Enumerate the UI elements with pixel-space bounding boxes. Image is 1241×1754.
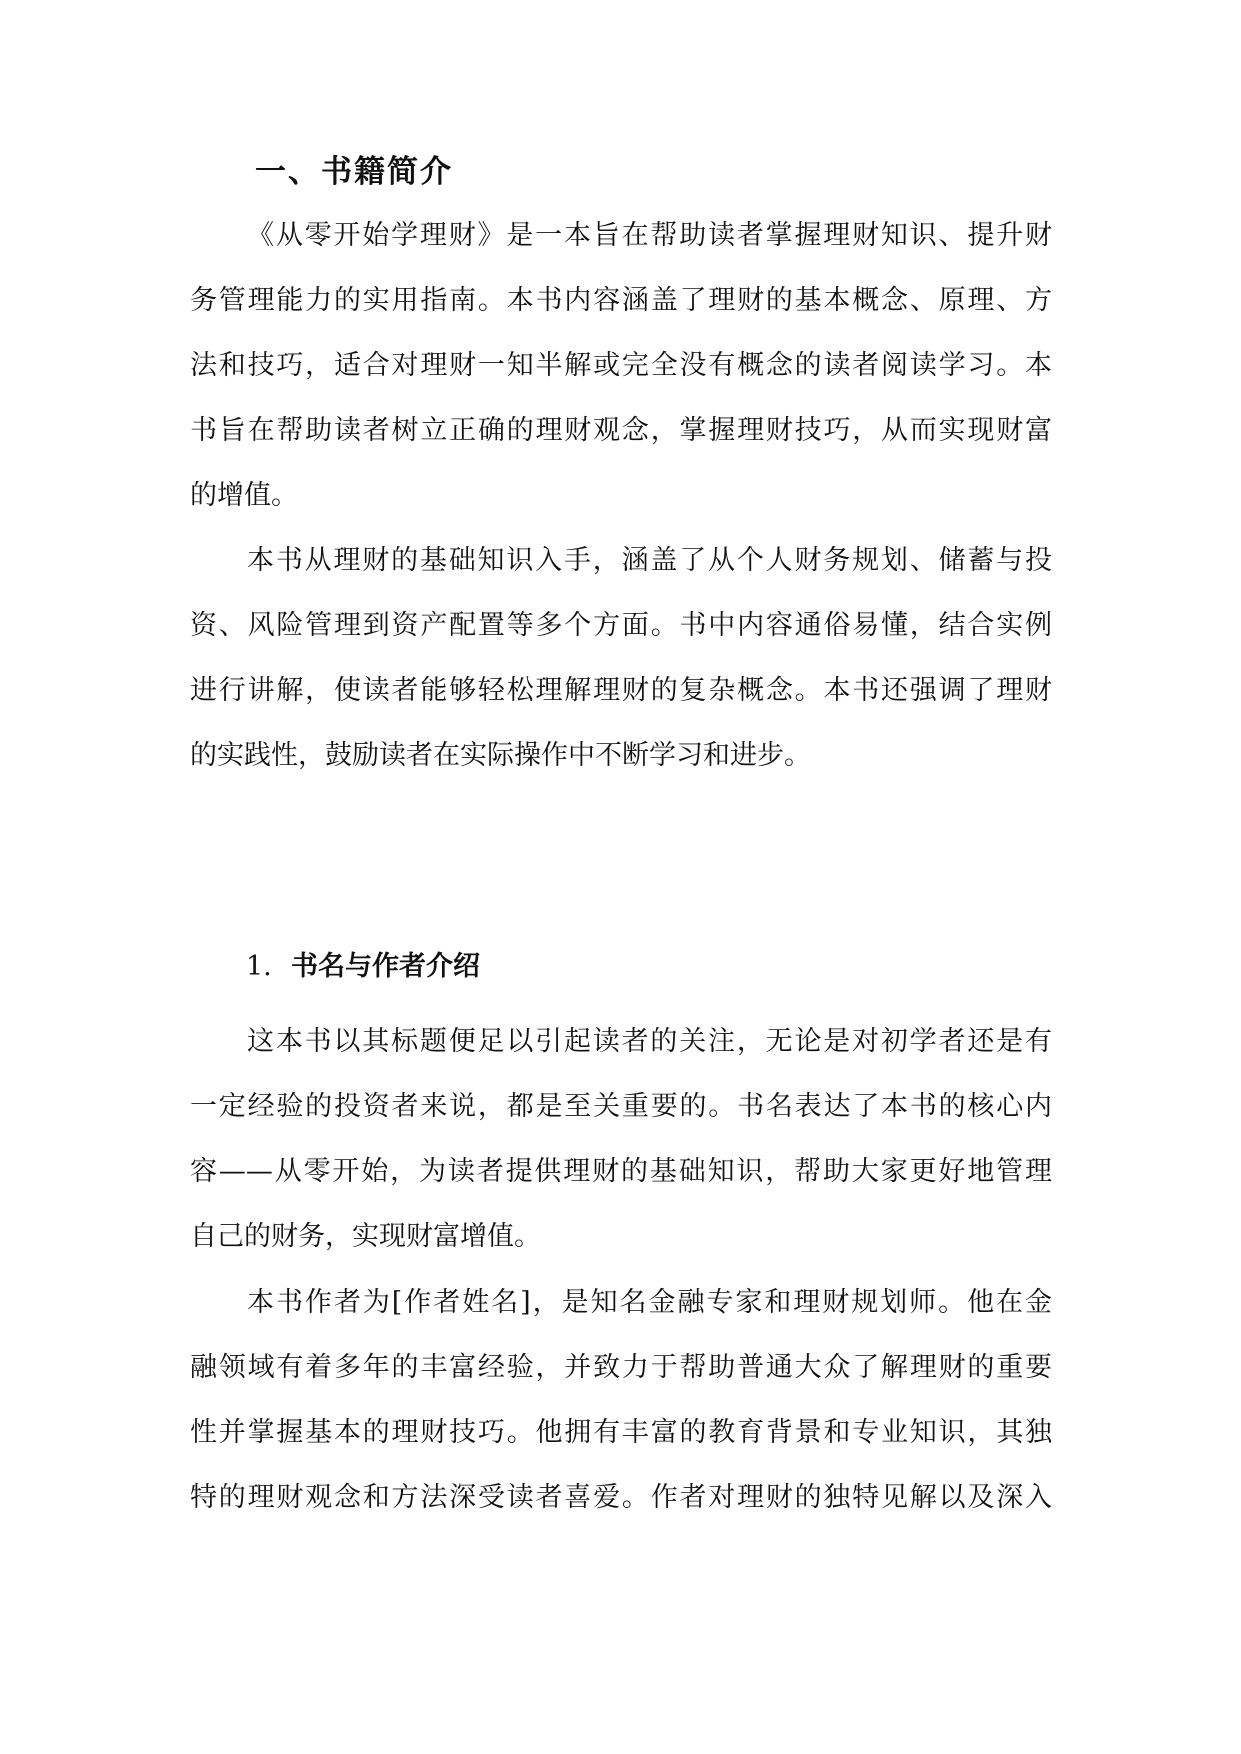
subsection-title: 书名与作者介绍 [291, 951, 480, 982]
paragraph-4-line-2: 融领域有着多年的丰富经验，并致力于帮助普通大众了解理财的重要 [190, 1352, 1052, 1383]
paragraph-1-line-1: 《从零开始学理财》是一本旨在帮助读者掌握理财知识、提升财 [247, 220, 1052, 251]
subsection-heading [246, 946, 480, 988]
paragraph-2-line-3: 进行讲解，使读者能够轻松理解理财的复杂概念。本书还强调了理财 [190, 675, 1052, 706]
paragraph-4-line-4: 特的理财观念和方法深受读者喜爱。作者对理财的独特见解以及深入 [190, 1482, 1052, 1513]
section-heading: 一、书籍简介 [255, 154, 453, 190]
paragraph-1-line-5: 的增值。 [190, 480, 298, 511]
subsection-number: 1. [246, 951, 272, 982]
paragraph-3-line-2: 一定经验的投资者来说，都是至关重要的。书名表达了本书的核心内 [190, 1091, 1052, 1122]
paragraph-2-line-4: 的实践性，鼓励读者在实际操作中不断学习和进步。 [190, 740, 811, 771]
paragraph-3-line-3: 容——从零开始，为读者提供理财的基础知识，帮助大家更好地管理 [190, 1156, 1052, 1187]
paragraph-4-line-3: 性并掌握基本的理财技巧。他拥有丰富的教育背景和专业知识，其独 [190, 1417, 1052, 1448]
paragraph-1-line-2: 务管理能力的实用指南。本书内容涵盖了理财的基本概念、原理、方 [190, 285, 1052, 316]
paragraph-1-line-4: 书旨在帮助读者树立正确的理财观念，掌握理财技巧，从而实现财富 [190, 415, 1052, 446]
paragraph-4-line-1: 本书作者为[作者姓名]，是知名金融专家和理财规划师。他在金 [247, 1287, 1052, 1318]
paragraph-2-line-2: 资、风险管理到资产配置等多个方面。书中内容通俗易懂，结合实例 [190, 610, 1052, 641]
paragraph-3-line-1: 这本书以其标题便足以引起读者的关注，无论是对初学者还是有 [247, 1026, 1052, 1057]
paragraph-2-line-1: 本书从理财的基础知识入手，涵盖了从个人财务规划、储蓄与投 [247, 545, 1052, 576]
paragraph-1-line-3: 法和技巧，适合对理财一知半解或完全没有概念的读者阅读学习。本 [190, 350, 1052, 381]
paragraph-3-line-4: 自己的财务，实现财富增值。 [190, 1221, 541, 1252]
